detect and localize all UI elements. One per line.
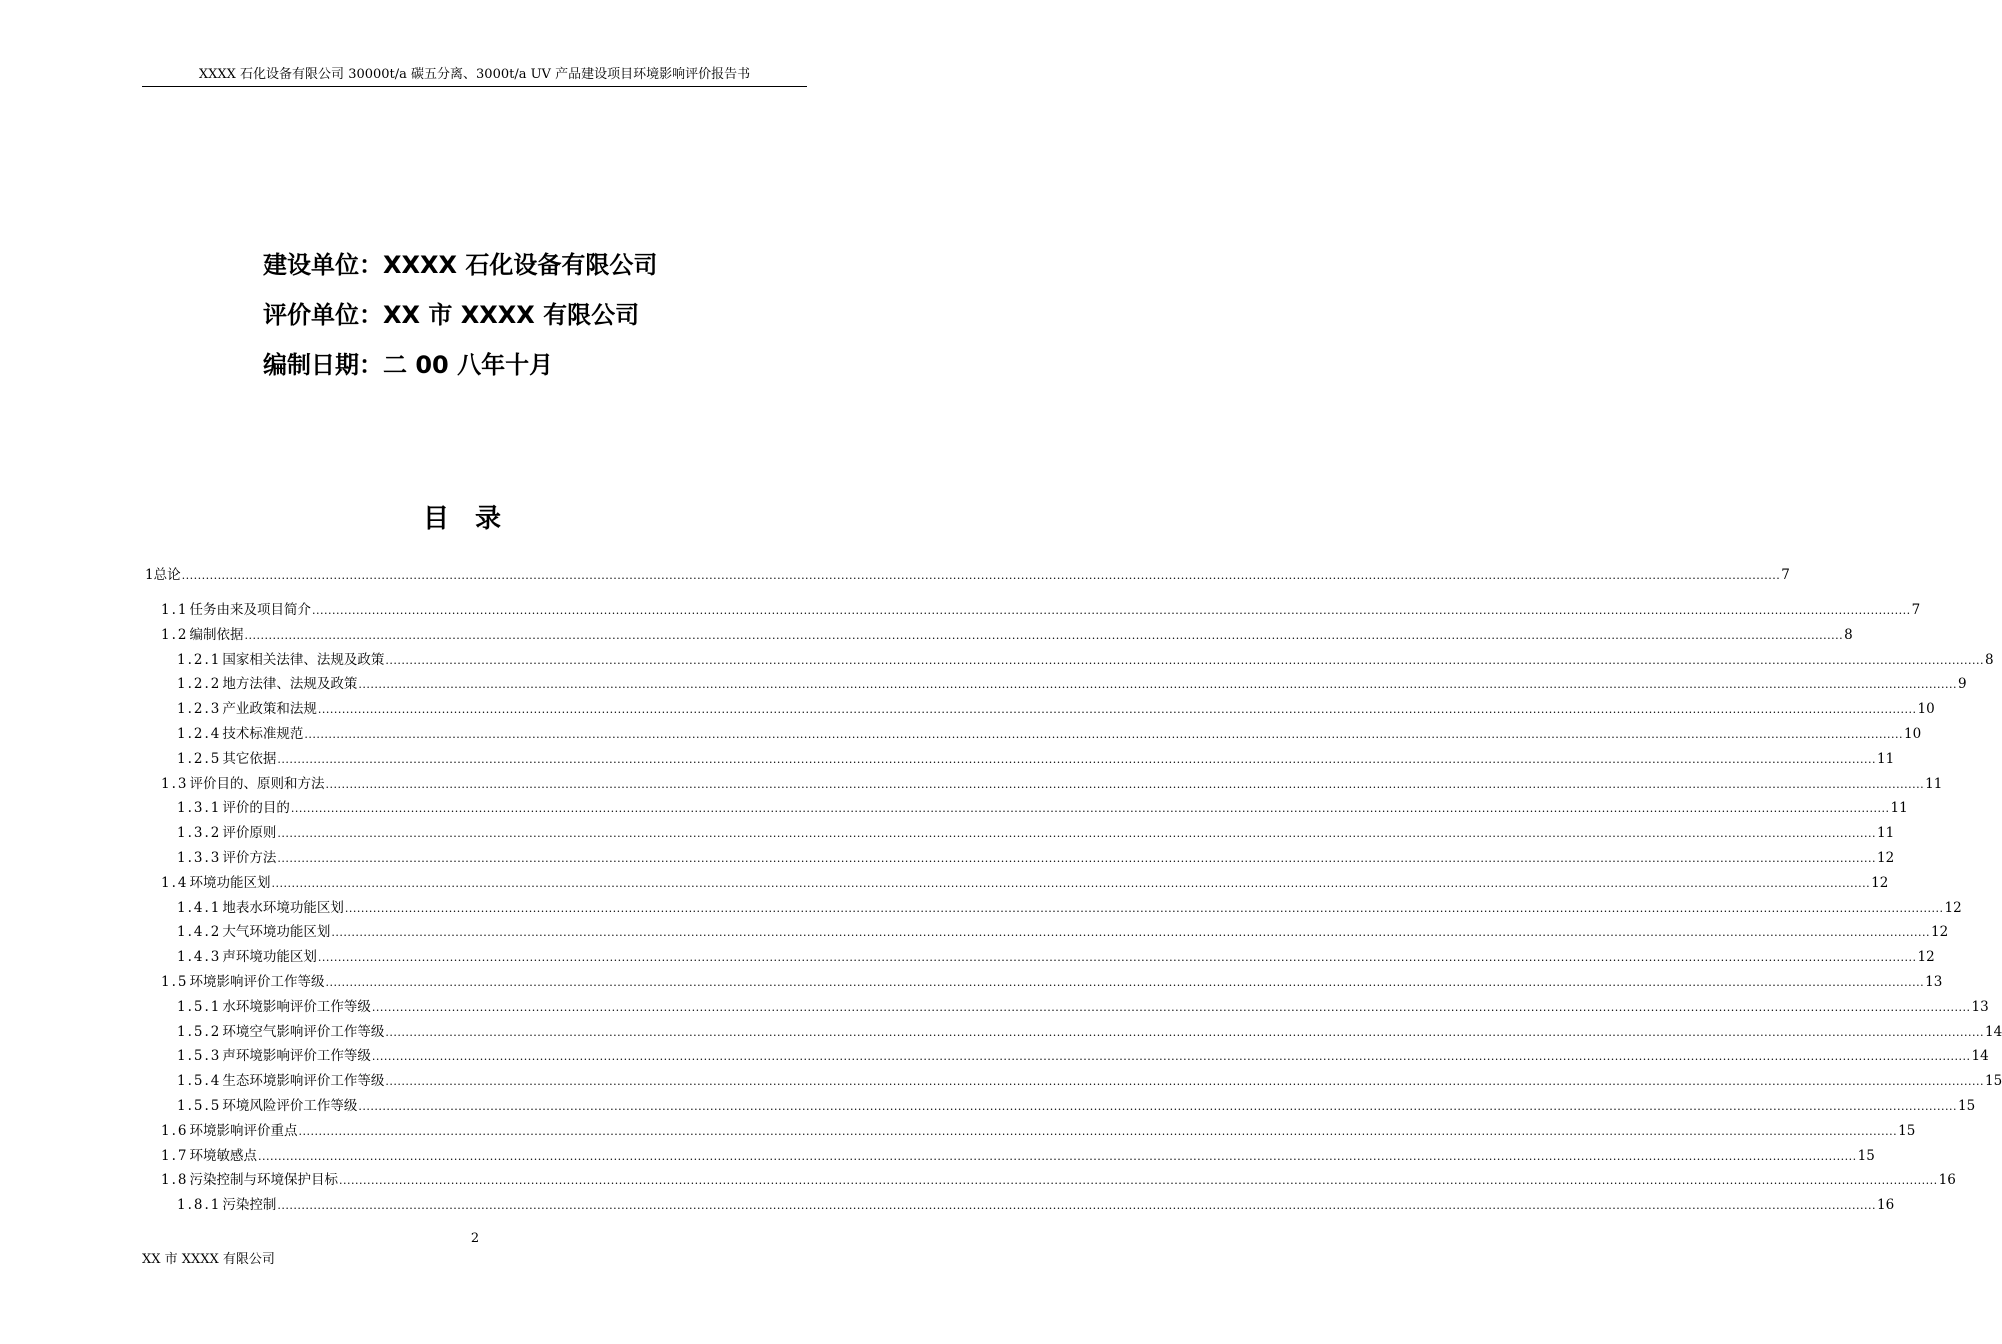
toc-dot-leader: ................................................................................................................................................................................................................................................................................................................................................................................................................ [277,851,1876,865]
toc-entry-page: 15 [1985,1073,2002,1090]
toc-entry-page: 12 [1944,899,1962,916]
toc-entry-title: 评价方法 [222,849,277,866]
page-number: 2 [470,1231,480,1246]
toc-entry[interactable] [145,945,1935,970]
toc-entry-title: 环境敏感点 [189,1147,257,1164]
toc-entry-number: 1.4.3 [177,949,222,966]
toc-entry[interactable] [145,1119,1916,1144]
toc-entry-number: 1.5.2 [177,1023,222,1040]
toc-entry-page: 12 [1871,874,1889,891]
toc-entry[interactable] [145,648,1994,673]
toc-entry[interactable] [145,1020,2002,1045]
toc-entry-number: 1.6 [161,1122,189,1139]
toc-entry[interactable] [145,796,1908,821]
toc-entry-title: 产业政策和法规 [222,701,317,718]
toc-entry-title: 评价目的、原则和方法 [189,775,325,792]
toc-entry-page: 16 [1938,1172,1956,1189]
toc-dot-leader: ................................................................................................................................................................................................................................................................................................................................................................................................................ [344,901,1944,915]
toc-entry-page: 7 [1781,567,1790,583]
toc-entry-number: 1.5.1 [177,998,222,1015]
toc-dot-leader: ................................................................................................................................................................................................................................................................................................................................................................................................................ [358,678,1957,692]
toc-entry-title: 污染控制与环境保护目标 [189,1172,338,1189]
toc-entry-page: 13 [1971,998,1989,1015]
toc-entry[interactable] [145,1044,1989,1069]
toc-dot-leader: ................................................................................................................................................................................................................................................................................................................................................................................................................ [277,1199,1876,1213]
toc-entry-title: 大气环境功能区划 [222,924,331,941]
toc-entry-number: 1 [145,567,154,583]
toc-entry-page: 15 [1898,1122,1916,1139]
toc-entry-title: 水环境影响评价工作等级 [222,998,371,1015]
toc-title: 目录 [422,504,527,534]
toc-entry-title: 环境风险评价工作等级 [222,1097,358,1114]
toc-entry-page: 10 [1904,725,1922,742]
toc-entry-number: 1.4.2 [177,924,222,941]
toc-entry-page: 11 [1877,750,1895,767]
toc-entry-title: 任务由来及项目简介 [189,602,311,618]
toc-entry-page: 15 [1857,1147,1875,1164]
toc-entry[interactable] [145,995,1989,1020]
toc-entry-title: 声环境功能区划 [222,949,317,966]
compile-date: 编制日期：二 00 八年十月 [263,351,554,379]
toc-entry[interactable] [145,1094,1976,1119]
toc-entry[interactable] [145,920,1949,945]
toc-dot-leader: ................................................................................................................................................................................................................................................................................................................................................................................................................ [304,727,1903,741]
toc-entry-page: 13 [1925,973,1943,990]
toc-dot-leader: ................................................................................................................................................................................................................................................................................................................................................................................................................ [331,926,1930,940]
toc-entry-page: 11 [1890,800,1908,817]
toc-entry-number: 1.5.4 [177,1073,222,1090]
toc-entry[interactable] [145,598,1921,623]
footer-org: XX 市 XXXX 有限公司 [142,1252,275,1267]
toc-entry-number: 1.5 [161,973,189,990]
toc-entry-title: 总论 [153,567,181,583]
toc-entry[interactable] [145,821,1895,846]
toc-entry-number: 1.8 [161,1172,189,1189]
toc-entry-number: 1.5.5 [177,1097,222,1114]
toc-entry[interactable] [145,697,1935,722]
toc-entry-number: 1.1 [161,602,189,618]
toc-entry-number: 1.2 [161,626,189,643]
toc-entry[interactable] [145,772,1943,797]
toc-entry[interactable] [145,846,1895,871]
toc-entry-page: 12 [1917,949,1935,966]
toc-entry-page: 8 [1985,651,1994,668]
toc-entry-number: 1.7 [161,1147,189,1164]
toc-dot-leader: ................................................................................................................................................................................................................................................................................................................................................................................................................ [371,1050,1971,1064]
toc-entry-page: 12 [1931,924,1949,941]
toc-entry-page: 8 [1844,626,1853,643]
toc-entry-number: 1.2.4 [177,725,222,742]
toc-entry-page: 14 [1985,1023,2002,1040]
toc-entry-number: 1.2.3 [177,701,222,718]
toc-entry-page: 11 [1877,825,1895,842]
toc-dot-leader: ................................................................................................................................................................................................................................................................................................................................................................................................................ [338,1174,1938,1188]
toc-dot-leader: ................................................................................................................................................................................................................................................................................................................................................................................................................ [181,569,1781,582]
toc-entry-page: 7 [1911,602,1921,618]
toc-entry[interactable] [145,1193,1895,1218]
toc-entry-title: 环境影响评价重点 [189,1122,298,1139]
toc-entry-number: 1.2.2 [177,676,222,693]
toc-entry-title: 环境空气影响评价工作等级 [222,1023,385,1040]
toc-entry-title: 地表水环境功能区划 [222,899,344,916]
toc-dot-leader: ................................................................................................................................................................................................................................................................................................................................................................................................................ [371,1000,1971,1014]
toc-dot-leader: ................................................................................................................................................................................................................................................................................................................................................................................................................ [317,703,1917,717]
toc-dot-leader: ................................................................................................................................................................................................................................................................................................................................................................................................................ [257,1149,1857,1163]
toc-entry[interactable] [145,563,1790,598]
toc-dot-leader: ................................................................................................................................................................................................................................................................................................................................................................................................................ [271,876,1871,890]
toc-entry-title: 污染控制 [222,1197,277,1214]
toc-entry[interactable] [145,970,1943,995]
toc-entry-number: 1.2.1 [177,651,222,668]
toc-entry-page: 16 [1877,1197,1895,1214]
toc-entry[interactable] [145,722,1922,747]
table-of-contents [145,563,2002,1218]
toc-dot-leader: ................................................................................................................................................................................................................................................................................................................................................................................................................ [325,777,1925,791]
toc-dot-leader: ................................................................................................................................................................................................................................................................................................................................................................................................................ [244,628,1844,642]
toc-entry-number: 1.3.1 [177,800,222,817]
toc-entry-page: 14 [1971,1048,1989,1065]
toc-entry-number: 1.8.1 [177,1197,222,1214]
toc-entry-number: 1.3.3 [177,849,222,866]
construction-unit: 建设单位：XXXX 石化设备有限公司 [263,251,658,279]
evaluation-unit: 评价单位：XX 市 XXXX 有限公司 [263,301,640,329]
toc-entry-title: 国家相关法律、法规及政策 [222,651,385,668]
toc-entry-number: 1.5.3 [177,1048,222,1065]
toc-entry[interactable] [145,896,1962,921]
toc-entry-number: 1.4 [161,874,189,891]
toc-entry-title: 编制依据 [189,626,244,643]
toc-dot-leader: ................................................................................................................................................................................................................................................................................................................................................................................................................ [325,975,1925,989]
toc-dot-leader: ................................................................................................................................................................................................................................................................................................................................................................................................................ [290,802,1890,816]
toc-entry[interactable] [145,1069,2002,1094]
toc-dot-leader: ................................................................................................................................................................................................................................................................................................................................................................................................................ [385,653,1984,667]
toc-entry-number: 1.3 [161,775,189,792]
toc-dot-leader: ................................................................................................................................................................................................................................................................................................................................................................................................................ [385,1025,1984,1039]
toc-entry[interactable] [145,871,1889,896]
toc-dot-leader: ................................................................................................................................................................................................................................................................................................................................................................................................................ [317,951,1917,965]
toc-dot-leader: ................................................................................................................................................................................................................................................................................................................................................................................................................ [277,827,1876,841]
toc-entry-page: 11 [1925,775,1943,792]
toc-dot-leader: ................................................................................................................................................................................................................................................................................................................................................................................................................ [358,1099,1957,1113]
toc-dot-leader: ................................................................................................................................................................................................................................................................................................................................................................................................................ [277,752,1876,766]
toc-entry-title: 声环境影响评价工作等级 [222,1048,371,1065]
running-header: XXXX 石化设备有限公司 30000t/a 碳五分离、3000t/a UV 产品建设项目环境影响评价报告书 [198,67,751,82]
toc-entry-page: 10 [1917,701,1935,718]
toc-entry[interactable] [145,623,1853,648]
toc-entry-title: 其它依据 [222,750,277,767]
toc-entry-number: 1.2.5 [177,750,222,767]
toc-entry-title: 环境功能区划 [189,874,271,891]
toc-entry[interactable] [145,672,1967,697]
toc-entry-title: 生态环境影响评价工作等级 [222,1073,385,1090]
toc-dot-leader: ................................................................................................................................................................................................................................................................................................................................................................................................................ [311,604,1911,617]
toc-entry-title: 技术标准规范 [222,725,304,742]
toc-entry[interactable] [145,747,1895,772]
toc-entry[interactable] [145,1168,1956,1193]
toc-entry-page: 9 [1958,676,1967,693]
toc-dot-leader: ................................................................................................................................................................................................................................................................................................................................................................................................................ [385,1075,1984,1089]
toc-entry-page: 15 [1958,1097,1976,1114]
toc-entry-title: 评价原则 [222,825,277,842]
toc-dot-leader: ................................................................................................................................................................................................................................................................................................................................................................................................................ [298,1124,1898,1138]
header-rule [142,86,807,87]
toc-entry-number: 1.3.2 [177,825,222,842]
toc-entry-title: 环境影响评价工作等级 [189,973,325,990]
toc-entry-number: 1.4.1 [177,899,222,916]
toc-entry[interactable] [145,1144,1875,1169]
toc-entry-title: 评价的目的 [222,800,290,817]
toc-entry-page: 12 [1877,849,1895,866]
toc-entry-title: 地方法律、法规及政策 [222,676,358,693]
